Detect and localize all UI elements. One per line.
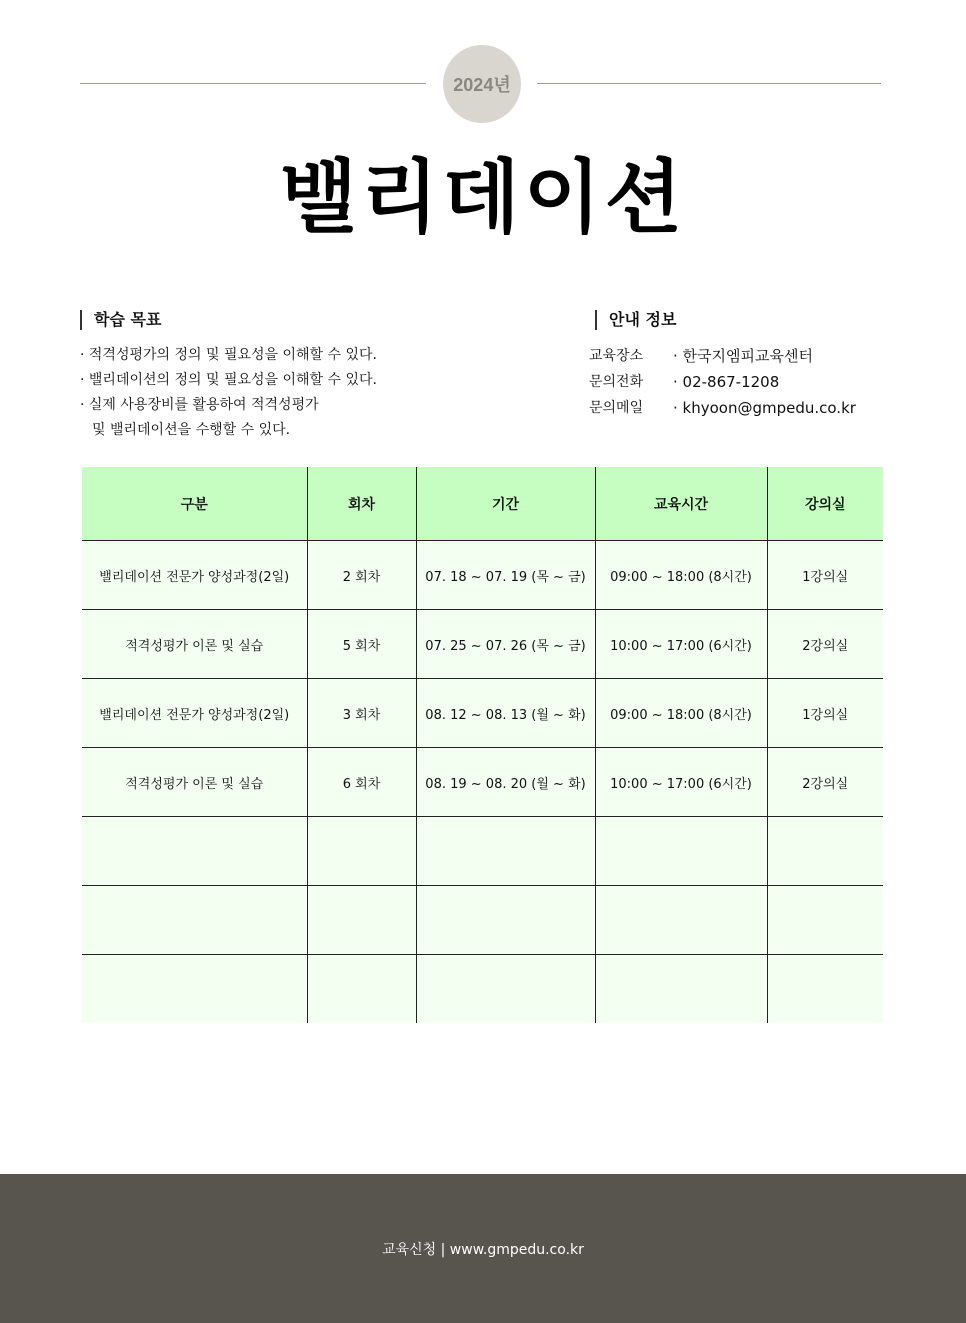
table-cell: 밸리데이션 전문가 양성과정(2일): [82, 679, 307, 748]
table-cell: 07. 18 ~ 07. 19 (목 ~ 금): [416, 541, 595, 610]
table-cell: [82, 955, 307, 1024]
goal-item: 및 밸리데이션을 수행할 수 있다.: [92, 422, 291, 438]
info-label: 문의메일: [589, 400, 644, 416]
table-cell: [307, 886, 416, 955]
table-cell: [416, 886, 595, 955]
table-cell: [82, 817, 307, 886]
table-cell: [595, 886, 767, 955]
info-value: · 한국지엠피교육센터: [673, 347, 813, 365]
header-divider-right: [537, 83, 881, 84]
table-cell: [416, 955, 595, 1024]
table-row: [82, 541, 883, 610]
table-cell: 2강의실: [767, 748, 883, 817]
footer-bar: [0, 1174, 966, 1323]
table-row: [82, 610, 883, 679]
table-cell: [307, 955, 416, 1024]
table-cell: 09:00 ~ 18:00 (8시간): [595, 679, 767, 748]
table-cell: [767, 817, 883, 886]
table-cell: 10:00 ~ 17:00 (6시간): [595, 610, 767, 679]
year-badge: 2024년: [443, 45, 521, 123]
header-divider-left: [80, 83, 426, 84]
info-label: 교육장소: [589, 348, 644, 364]
table-cell: 밸리데이션 전문가 양성과정(2일): [82, 541, 307, 610]
column-header: 교육시간: [595, 467, 767, 541]
table-cell: 10:00 ~ 17:00 (6시간): [595, 748, 767, 817]
table-cell: 1강의실: [767, 679, 883, 748]
table-row-empty: [82, 886, 883, 955]
table-cell: 2 회차: [307, 541, 416, 610]
info-row-email: [589, 395, 856, 421]
table-row: [82, 748, 883, 817]
table-header-row: [82, 467, 883, 541]
column-header: 회차: [307, 467, 416, 541]
table-cell: [82, 886, 307, 955]
table-cell: 07. 25 ~ 07. 26 (목 ~ 금): [416, 610, 595, 679]
goal-item: · 밸리데이션의 정의 및 필요성을 이해할 수 있다.: [80, 372, 378, 388]
info-list: [589, 343, 856, 421]
info-value: · 02-867-1208: [673, 373, 780, 391]
table-cell: [416, 817, 595, 886]
table-cell: [767, 955, 883, 1024]
goal-item: · 실제 사용장비를 활용하여 적격성평가: [80, 397, 319, 413]
table-row-empty: [82, 817, 883, 886]
table-cell: [595, 955, 767, 1024]
schedule-table: [82, 467, 883, 1023]
table-cell: 5 회차: [307, 610, 416, 679]
info-row-phone: [589, 369, 856, 395]
column-header: 기간: [416, 467, 595, 541]
table-cell: 2강의실: [767, 610, 883, 679]
table-row: [82, 679, 883, 748]
table-cell: [595, 817, 767, 886]
table-cell: 08. 19 ~ 08. 20 (월 ~ 화): [416, 748, 595, 817]
page-title: 밸리데이션: [279, 151, 687, 244]
table-cell: 08. 12 ~ 08. 13 (월 ~ 화): [416, 679, 595, 748]
info-heading: 안내 정보: [595, 310, 676, 330]
table-row-empty: [82, 955, 883, 1024]
table-cell: 적격성평가 이론 및 실습: [82, 610, 307, 679]
table-cell: 3 회차: [307, 679, 416, 748]
column-header: 구분: [82, 467, 307, 541]
table-cell: 1강의실: [767, 541, 883, 610]
table-cell: 적격성평가 이론 및 실습: [82, 748, 307, 817]
table-cell: [767, 886, 883, 955]
goals-list: [80, 343, 377, 443]
info-row-location: [589, 343, 856, 369]
table-cell: 6 회차: [307, 748, 416, 817]
table-cell: 09:00 ~ 18:00 (8시간): [595, 541, 767, 610]
goals-heading: 학습 목표: [80, 310, 161, 330]
table-cell: [307, 817, 416, 886]
goal-item: · 적격성평가의 정의 및 필요성을 이해할 수 있다.: [80, 347, 378, 363]
footer-link[interactable]: 교육신청 | www.gmpedu.co.kr: [382, 1241, 584, 1258]
info-value: · khyoon@gmpedu.co.kr: [673, 399, 856, 417]
info-label: 문의전화: [589, 374, 644, 390]
column-header: 강의실: [767, 467, 883, 541]
